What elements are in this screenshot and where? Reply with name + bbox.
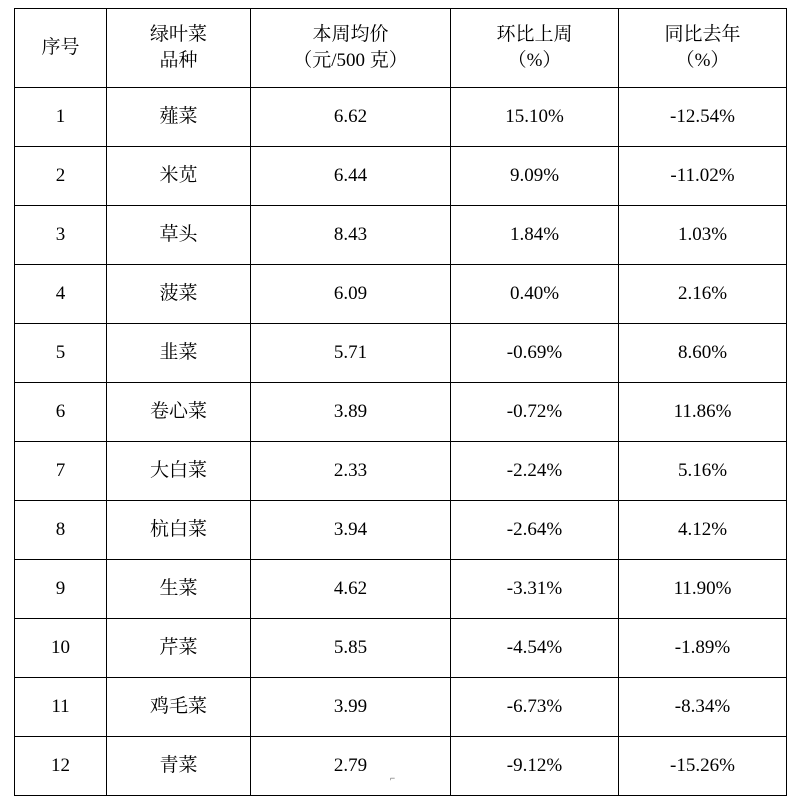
cell-yoy: 11.86% — [619, 383, 787, 442]
table-row — [15, 737, 787, 796]
cell-price: 6.44 — [251, 147, 451, 206]
cell-index: 3 — [15, 206, 107, 265]
table-row — [15, 88, 787, 147]
header-price-line-1: 本周均价 — [312, 24, 389, 46]
cell-index: 11 — [15, 678, 107, 737]
cell-price: 3.99 — [251, 678, 451, 737]
header-cell-variety — [107, 9, 251, 88]
cell-yoy: 2.16% — [619, 265, 787, 324]
page-corner-mark: ⌐ — [390, 773, 396, 783]
cell-wow: -3.31% — [451, 560, 619, 619]
table-row — [15, 324, 787, 383]
cell-index: 1 — [15, 88, 107, 147]
vegetable-price-table — [14, 8, 787, 796]
table-row — [15, 678, 787, 737]
table-row — [15, 442, 787, 501]
cell-variety: 卷心菜 — [107, 383, 251, 442]
cell-price: 2.33 — [251, 442, 451, 501]
table-row — [15, 383, 787, 442]
cell-variety: 大白菜 — [107, 442, 251, 501]
cell-yoy: 4.12% — [619, 501, 787, 560]
table-row — [15, 501, 787, 560]
header-cell-index — [15, 9, 107, 88]
cell-yoy: -8.34% — [619, 678, 787, 737]
cell-wow: -2.24% — [451, 442, 619, 501]
header-cell-wow — [451, 9, 619, 88]
cell-wow: -0.72% — [451, 383, 619, 442]
cell-variety: 芹菜 — [107, 619, 251, 678]
header-cell-yoy — [619, 9, 787, 88]
header-cell-price — [251, 9, 451, 88]
cell-wow: -6.73% — [451, 678, 619, 737]
cell-yoy: 8.60% — [619, 324, 787, 383]
table-header-row — [15, 9, 787, 88]
header-yoy-line-1: 同比去年 — [664, 24, 741, 46]
header-price-line-2: （元/500 克） — [293, 50, 408, 71]
cell-yoy: -15.26% — [619, 737, 787, 796]
cell-wow: 0.40% — [451, 265, 619, 324]
cell-wow: -2.64% — [451, 501, 619, 560]
cell-price: 4.62 — [251, 560, 451, 619]
cell-yoy: 1.03% — [619, 206, 787, 265]
cell-index: 2 — [15, 147, 107, 206]
header-wow-line-1: 环比上周 — [496, 24, 573, 46]
cell-variety: 菠菜 — [107, 265, 251, 324]
table-row — [15, 265, 787, 324]
document-page — [0, 8, 800, 785]
cell-index: 4 — [15, 265, 107, 324]
table-row — [15, 560, 787, 619]
cell-wow: -0.69% — [451, 324, 619, 383]
cell-price: 3.89 — [251, 383, 451, 442]
cell-price: 6.09 — [251, 265, 451, 324]
cell-index: 10 — [15, 619, 107, 678]
cell-index: 7 — [15, 442, 107, 501]
cell-price: 2.79 — [251, 737, 451, 796]
header-index-line-1: 序号 — [41, 37, 80, 59]
cell-index: 9 — [15, 560, 107, 619]
table-row — [15, 206, 787, 265]
cell-wow: 15.10% — [451, 88, 619, 147]
table-header — [15, 9, 787, 88]
table-body — [15, 88, 787, 796]
cell-price: 6.62 — [251, 88, 451, 147]
cell-variety: 米苋 — [107, 147, 251, 206]
header-variety-line-2: 品种 — [159, 50, 198, 71]
cell-yoy: -11.02% — [619, 147, 787, 206]
table-row — [15, 619, 787, 678]
cell-wow: -9.12% — [451, 737, 619, 796]
cell-wow: -4.54% — [451, 619, 619, 678]
cell-wow: 9.09% — [451, 147, 619, 206]
cell-variety: 鸡毛菜 — [107, 678, 251, 737]
cell-yoy: -1.89% — [619, 619, 787, 678]
cell-variety: 草头 — [107, 206, 251, 265]
cell-index: 8 — [15, 501, 107, 560]
table-row — [15, 147, 787, 206]
cell-index: 12 — [15, 737, 107, 796]
header-yoy-line-2: （%） — [675, 50, 730, 71]
cell-index: 6 — [15, 383, 107, 442]
cell-yoy: 11.90% — [619, 560, 787, 619]
cell-price: 5.85 — [251, 619, 451, 678]
cell-variety: 杭白菜 — [107, 501, 251, 560]
cell-variety: 青菜 — [107, 737, 251, 796]
cell-index: 5 — [15, 324, 107, 383]
header-variety-line-1: 绿叶菜 — [149, 24, 207, 46]
cell-variety: 韭菜 — [107, 324, 251, 383]
cell-price: 3.94 — [251, 501, 451, 560]
cell-yoy: 5.16% — [619, 442, 787, 501]
cell-price: 5.71 — [251, 324, 451, 383]
header-wow-line-2: （%） — [507, 50, 562, 71]
cell-variety: 薤菜 — [107, 88, 251, 147]
cell-price: 8.43 — [251, 206, 451, 265]
cell-yoy: -12.54% — [619, 88, 787, 147]
cell-variety: 生菜 — [107, 560, 251, 619]
cell-wow: 1.84% — [451, 206, 619, 265]
